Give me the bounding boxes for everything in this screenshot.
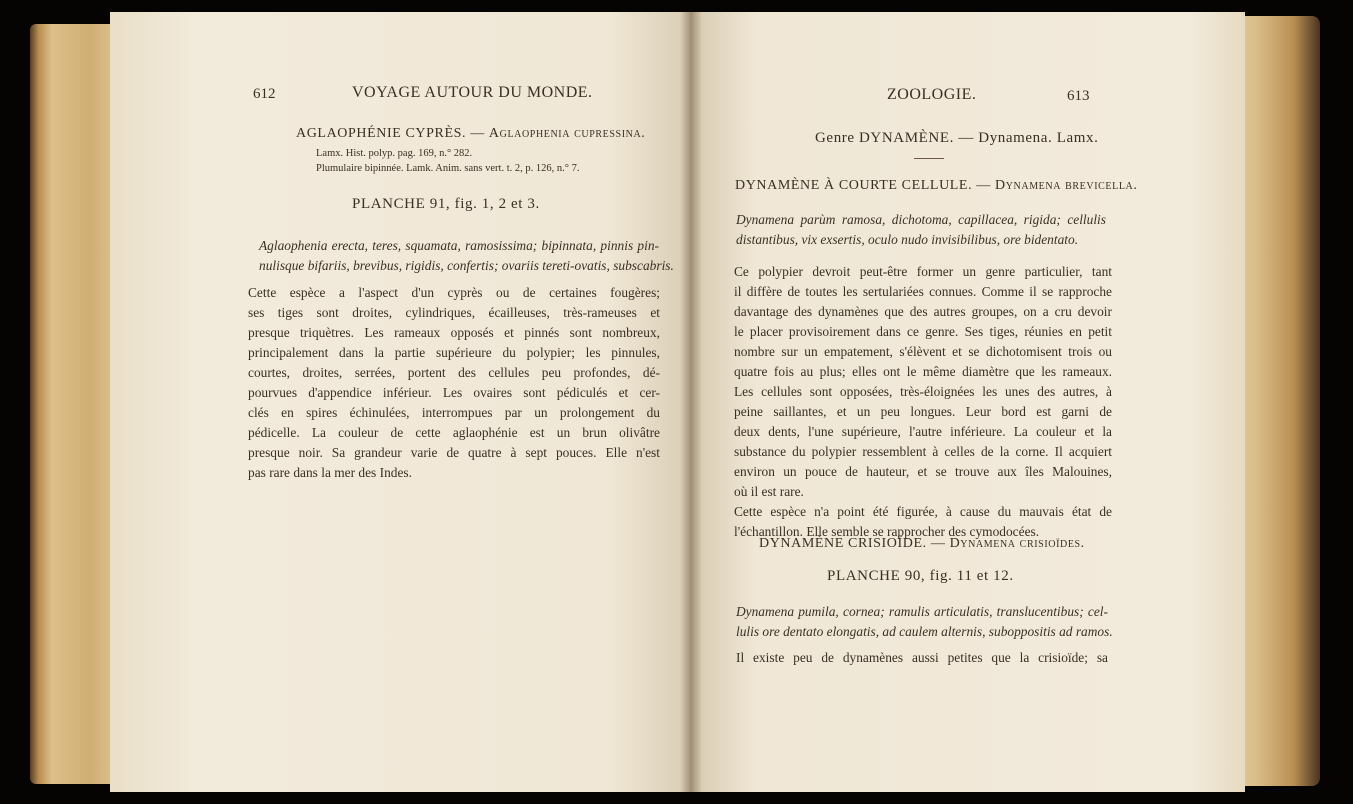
body-line: presque triquètres. Les rameaux opposés et pinnés sont nombreux,: [248, 325, 660, 340]
latin-description-crisioides: [736, 602, 1113, 642]
body-line: pas rare dans la mer des Indes.: [248, 465, 412, 480]
latin-description-left: [259, 236, 674, 276]
latin-line: Aglaophenia erecta, teres, squamata, ramosissima; bipinnata, pinnis pin-: [259, 238, 659, 253]
species-latin-name: Dynamena brevicella.: [995, 178, 1138, 193]
body-line: Cette espèce n'a point été figurée, à cause du mauvais état de: [734, 504, 1112, 519]
body-line: peine saillantes, et un peu longues. Leur bord est garni de: [734, 404, 1112, 419]
right-page-number: 613: [1067, 88, 1090, 104]
species-title: DYNAMÈNE CRISIOÏDE.: [759, 536, 927, 551]
body-line: courtes, droites, serrées, portent des cellules peu profondes, dé-: [248, 365, 660, 380]
body-line: ses tiges sont droites, cylindriques, écailleuses, très-rameuses et: [248, 305, 660, 320]
body-line: il diffère de toutes les sertulariées connues. Comme il se rapproche: [734, 284, 1112, 299]
plate-reference-left: PLANCHE 91, fig. 1, 2 et 3.: [352, 196, 540, 212]
body-line: presque noir. Sa grandeur varie de quatre à sept pouces. Elle n'est: [248, 445, 660, 460]
body-line: principalement dans la partie supérieure du polypier; les pinnules,: [248, 345, 660, 360]
left-page-number: 612: [253, 86, 276, 102]
latin-line: Dynamena parùm ramosa, dichotoma, capillacea, rigida; cellulis: [736, 212, 1106, 227]
body-line: Il existe peu de dynamènes aussi petites que la crisioïde; sa: [736, 650, 1108, 665]
body-line: Les cellules sont opposées, très-éloignées les unes des autres, à: [734, 384, 1112, 399]
section-rule: [914, 158, 944, 159]
genus-heading: Genre DYNAMÈNE. — Dynamena. Lamx.: [815, 130, 1099, 146]
body-line: l'échantillon. Elle semble se rapprocher des cymodocées.: [734, 524, 1040, 539]
species-dash: —: [976, 178, 991, 193]
species-heading-aglaophenie: [296, 126, 645, 142]
species-heading-brevicella: [735, 178, 1137, 194]
latin-line: lulis ore dentato elongatis, ad caulem alternis, suboppositis ad ramos.: [736, 624, 1113, 639]
body-line: le placer provisoirement dans ce genre. Ses tiges, réunies en petit: [734, 324, 1112, 339]
body-line: substance du polypier ressemblent à celles de la corne. Il acquiert: [734, 444, 1112, 459]
left-running-head: VOYAGE AUTOUR DU MONDE.: [352, 84, 593, 101]
body-text-left: [248, 283, 660, 483]
book-gutter: [680, 12, 702, 792]
body-line: nombre sur un empatement, s'élèvent et se dichotomisent trois ou: [734, 344, 1112, 359]
body-text-right: [734, 262, 1112, 542]
reference-line-2: Plumulaire bipinnée. Lamk. Anim. sans vert. t. 2, p. 126, n.° 7.: [316, 163, 580, 174]
latin-line: distantibus, vix exsertis, oculo nudo invisibilibus, ore bidentato.: [736, 232, 1079, 247]
latin-line: Dynamena pumila, cornea; ramulis articulatis, translucentibus; cel-: [736, 604, 1108, 619]
body-line: quatre fois au plus; elles ont le même diamètre que les rameaux.: [734, 364, 1112, 379]
body-text-right-continuation: [736, 648, 1108, 668]
body-line: Ce polypier devroit peut-être former un genre particulier, tant: [734, 264, 1112, 279]
body-line: environ un pouce de hauteur, et se trouve aux îles Malouines,: [734, 464, 1112, 479]
species-latin-name: Dynamena crisioïdes.: [949, 536, 1085, 551]
species-heading-crisioides: [759, 536, 1085, 552]
species-dash: —: [930, 536, 946, 551]
reference-line-1: Lamx. Hist. polyp. pag. 169, n.° 282.: [316, 148, 473, 159]
plate-reference-right: PLANCHE 90, fig. 11 et 12.: [827, 568, 1014, 584]
latin-description-brevicella: [736, 210, 1106, 250]
body-line: pourvues d'appendice inférieur. Les ovaires sont pédiculés et cer-: [248, 385, 660, 400]
species-dash: —: [470, 126, 485, 141]
body-line: où il est rare.: [734, 484, 804, 499]
open-book: [30, 4, 1320, 800]
body-line: clés en spires échinulées, interrompues par un prolongement du: [248, 405, 660, 420]
species-title: DYNAMÈNE À COURTE CELLULE.: [735, 178, 973, 193]
body-line: Cette espèce a l'aspect d'un cyprès ou de certaines fougères;: [248, 285, 660, 300]
latin-line: nulisque bifariis, brevibus, rigidis, confertis; ovariis tereti-ovatis, subscabris.: [259, 258, 674, 273]
body-line: pédicelle. La couleur de cette aglaophénie est un brun olivâtre: [248, 425, 660, 440]
right-running-head: ZOOLOGIE.: [887, 86, 977, 103]
body-line: davantage des dynamènes que des autres groupes, on a cru devoir: [734, 304, 1112, 319]
species-latin-name: Aglaophenia cupressina.: [488, 126, 646, 141]
body-line: deux dents, l'une supérieure, l'autre inférieure. La couleur et la: [734, 424, 1112, 439]
species-title: AGLAOPHÉNIE CYPRÈS.: [296, 126, 467, 141]
